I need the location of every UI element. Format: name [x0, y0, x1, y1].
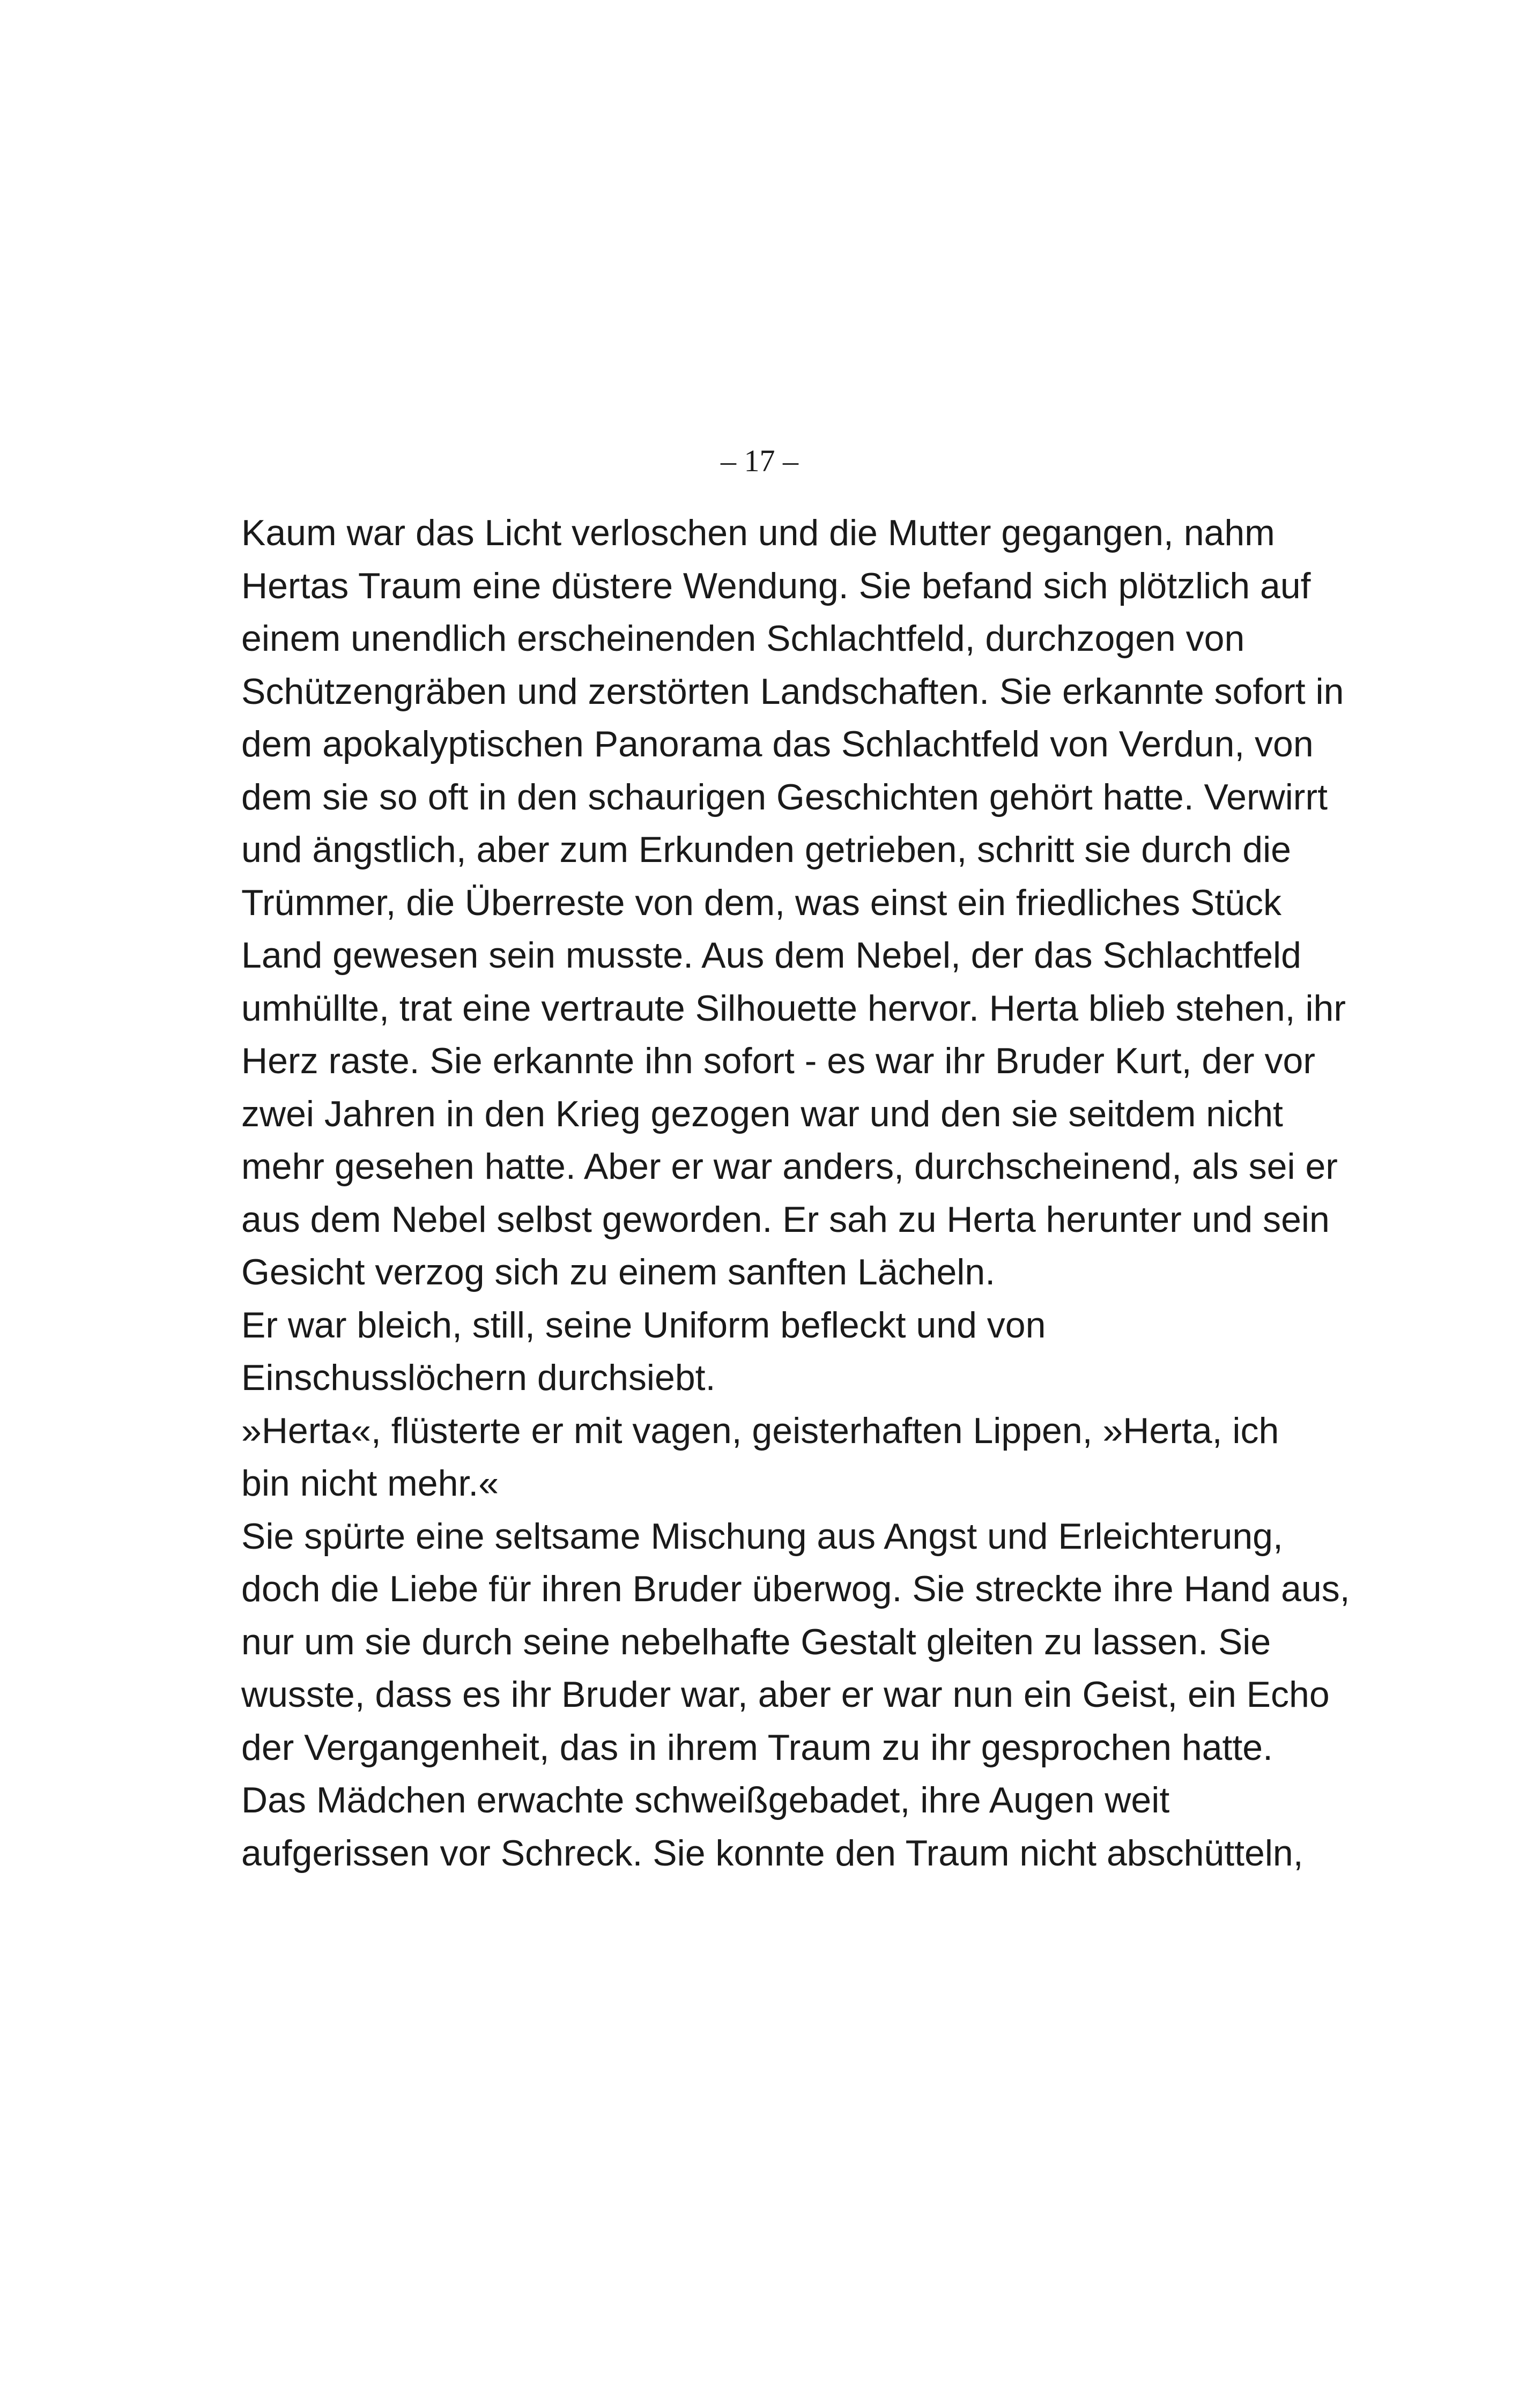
- page-number: – 17 –: [721, 443, 798, 478]
- text-line: aus dem Nebel selbst geworden. Er sah zu Herta herunter und sein: [241, 1199, 1330, 1240]
- text-line: Trümmer, die Überreste von dem, was einst ein friedliches Stück: [241, 882, 1282, 923]
- text-line: aufgerissen vor Schreck. Sie konnte den Traum nicht abschütteln,: [241, 1832, 1303, 1874]
- text-line: Er war bleich, still, seine Uniform befleckt und von: [241, 1304, 1046, 1346]
- text-line: bin nicht mehr.«: [241, 1463, 499, 1504]
- text-line: »Herta«, flüsterte er mit vagen, geisterhaften Lippen, »Herta, ich: [241, 1410, 1279, 1451]
- text-line: wusste, dass es ihr Bruder war, aber er war nun ein Geist, ein Echo: [241, 1674, 1330, 1715]
- text-line: doch die Liebe für ihren Bruder überwog. Sie streckte ihre Hand aus,: [241, 1569, 1350, 1609]
- text-line: Das Mädchen erwachte schweißgebadet, ihre Augen weit: [241, 1780, 1170, 1820]
- text-line: Sie spürte eine seltsame Mischung aus Angst und Erleichterung,: [241, 1515, 1283, 1557]
- paragraph-1: [205, 507, 1346, 1299]
- text-line: Kaum war das Licht verloschen und die Mutter gegangen, nahm: [241, 512, 1275, 553]
- text-line: Hertas Traum eine düstere Wendung. Sie befand sich plötzlich auf: [241, 565, 1311, 606]
- text-line: Land gewesen sein musste. Aus dem Nebel, der das Schlachtfeld: [241, 935, 1301, 976]
- text-line: Gesicht verzog sich zu einem sanften Lächeln.: [241, 1252, 996, 1292]
- text-line: Schützengräben und zerstörten Landschaften. Sie erkannte sofort in: [241, 671, 1344, 712]
- text-line: mehr gesehen hatte. Aber er war anders, durchscheinend, als sei er: [241, 1146, 1338, 1187]
- text-line: der Vergangenheit, das in ihrem Traum zu ihr gesprochen hatte.: [241, 1727, 1273, 1768]
- text-line: einem unendlich erscheinenden Schlachtfeld, durchzogen von: [241, 618, 1245, 659]
- text-line: nur um sie durch seine nebelhafte Gestalt gleiten zu lassen. Sie: [241, 1621, 1271, 1662]
- paragraph-4: [205, 1510, 1350, 1774]
- text-line: dem apokalyptischen Panorama das Schlachtfeld von Verdun, von: [241, 724, 1314, 764]
- text-line: und ängstlich, aber zum Erkunden getrieben, schritt sie durch die: [241, 829, 1291, 870]
- text-line: Herz raste. Sie erkannte ihn sofort - es war ihr Bruder Kurt, der vor: [241, 1041, 1316, 1081]
- body-text: [205, 507, 1350, 1879]
- paragraph-5: [205, 1774, 1303, 1879]
- paragraph-3: [205, 1404, 1288, 1510]
- text-line: zwei Jahren in den Krieg gezogen war und den sie seitdem nicht: [241, 1093, 1283, 1134]
- text-line: dem sie so oft in den schaurigen Geschichten gehört hatte. Verwirrt: [241, 776, 1328, 817]
- text-line: umhüllte, trat eine vertraute Silhouette hervor. Herta blieb stehen, ihr: [241, 987, 1346, 1029]
- paragraph-2: [205, 1299, 1288, 1404]
- text-line: Einschusslöchern durchsiebt.: [241, 1357, 716, 1398]
